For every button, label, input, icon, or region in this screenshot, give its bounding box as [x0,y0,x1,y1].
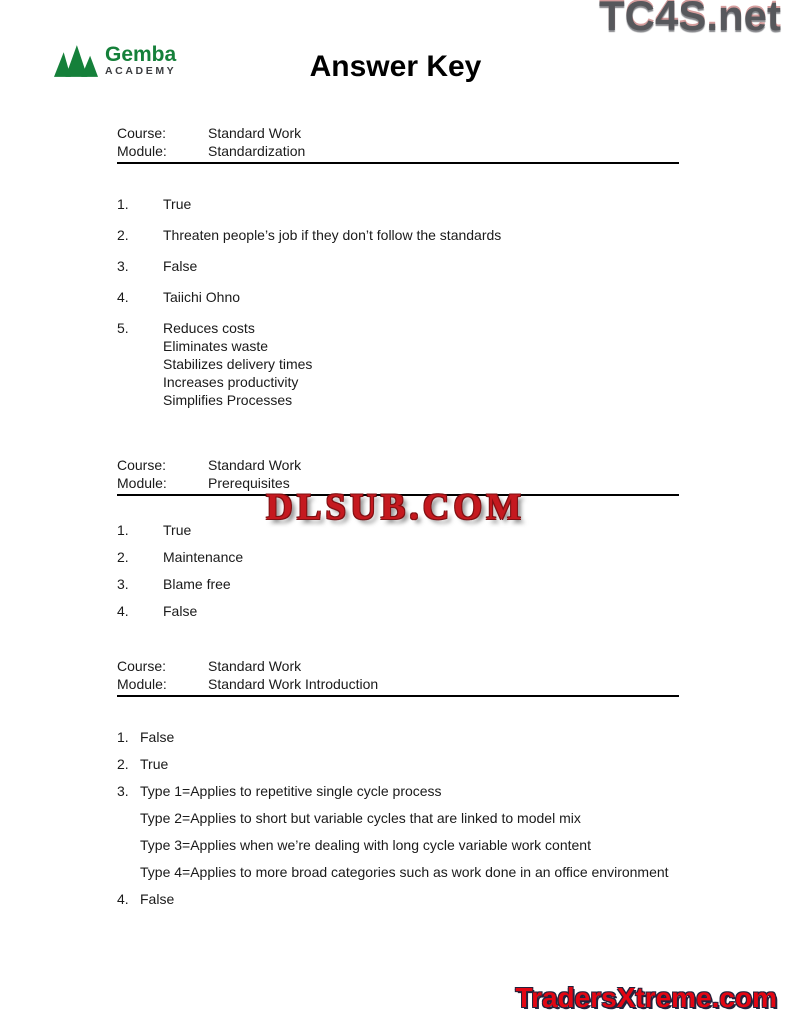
answer-text: Type 3=Applies when we’re dealing with long cycle variable work content [140,837,591,853]
answer-number: 3. [117,258,129,274]
answer-item [117,195,679,213]
answer-text: Stabilizes delivery times [163,356,313,372]
answer-item [117,288,679,306]
section-standard-work-introduction [117,657,679,697]
answer-item [117,724,677,751]
answer-item [117,226,679,244]
answer-text: Taiichi Ohno [163,289,241,305]
answer-text: Increases productivity [163,374,299,390]
module-label: Module: [117,143,167,159]
section-standardization [117,124,679,164]
answer-number: 1. [117,522,129,538]
answer-item [117,886,677,913]
answer-item [117,778,677,886]
answer-item [117,521,679,539]
answer-text: Reduces costs [163,320,255,336]
answer-list-standard-work-introduction [117,724,677,913]
module-label: Module: [117,475,167,491]
course-value: Standard Work [208,125,302,141]
answer-list-prerequisites [117,521,679,629]
module-label: Module: [117,676,167,692]
answer-number: 2. [117,549,129,565]
answer-text: True [140,756,169,772]
answer-number: 5. [117,320,129,336]
logo-name: Gemba [105,42,177,66]
answer-text: Blame free [163,576,231,592]
course-label: Course: [117,658,167,674]
answer-item [117,257,679,275]
answer-number: 4. [117,603,129,619]
answer-text: False [163,258,198,274]
answer-number: 3. [117,576,129,592]
answer-number: 1. [117,729,129,745]
module-value: Prerequisites [208,475,290,491]
answer-number: 2. [117,756,129,772]
watermark-top-right: TC4S.net [598,0,781,39]
section-meta [117,657,679,697]
answer-list-standardization [117,195,679,422]
section-meta [117,124,679,164]
page-title: Answer Key [309,50,482,83]
answer-text: Simplifies Processes [163,392,293,408]
course-label: Course: [117,125,167,141]
answer-number: 1. [117,196,129,212]
watermark-bottom: TradersXtreme.com [515,982,777,1013]
answer-text: Maintenance [163,549,244,565]
answer-text: True [163,196,192,212]
answer-text: Type 2=Applies to short but variable cycles that are linked to model mix [140,810,581,826]
answer-item [117,575,679,593]
module-value: Standard Work Introduction [208,676,379,692]
answer-number: 2. [117,227,129,243]
answer-item [117,548,679,566]
module-value: Standardization [208,143,306,159]
answer-number: 4. [117,289,129,305]
answer-text: False [163,603,198,619]
answer-text: False [140,891,175,907]
answer-item [117,751,677,778]
answer-item [117,602,679,620]
answer-text: Type 1=Applies to repetitive single cycle process [140,783,442,799]
answer-item [117,319,679,409]
logo-subtitle: ACADEMY [105,64,177,77]
answer-text: Eliminates waste [163,338,269,354]
answer-text: True [163,522,192,538]
answer-text: Type 4=Applies to more broad categories such as work done in an office environment [140,864,669,880]
answer-text: Threaten people’s job if they don’t follow the standards [163,227,502,243]
course-value: Standard Work [208,457,302,473]
watermark-center-stamp: DLSUB.COM [265,487,526,528]
course-value: Standard Work [208,658,302,674]
answer-text: False [140,729,175,745]
course-label: Course: [117,457,167,473]
answer-number: 4. [117,891,129,907]
answer-number: 3. [117,783,129,799]
